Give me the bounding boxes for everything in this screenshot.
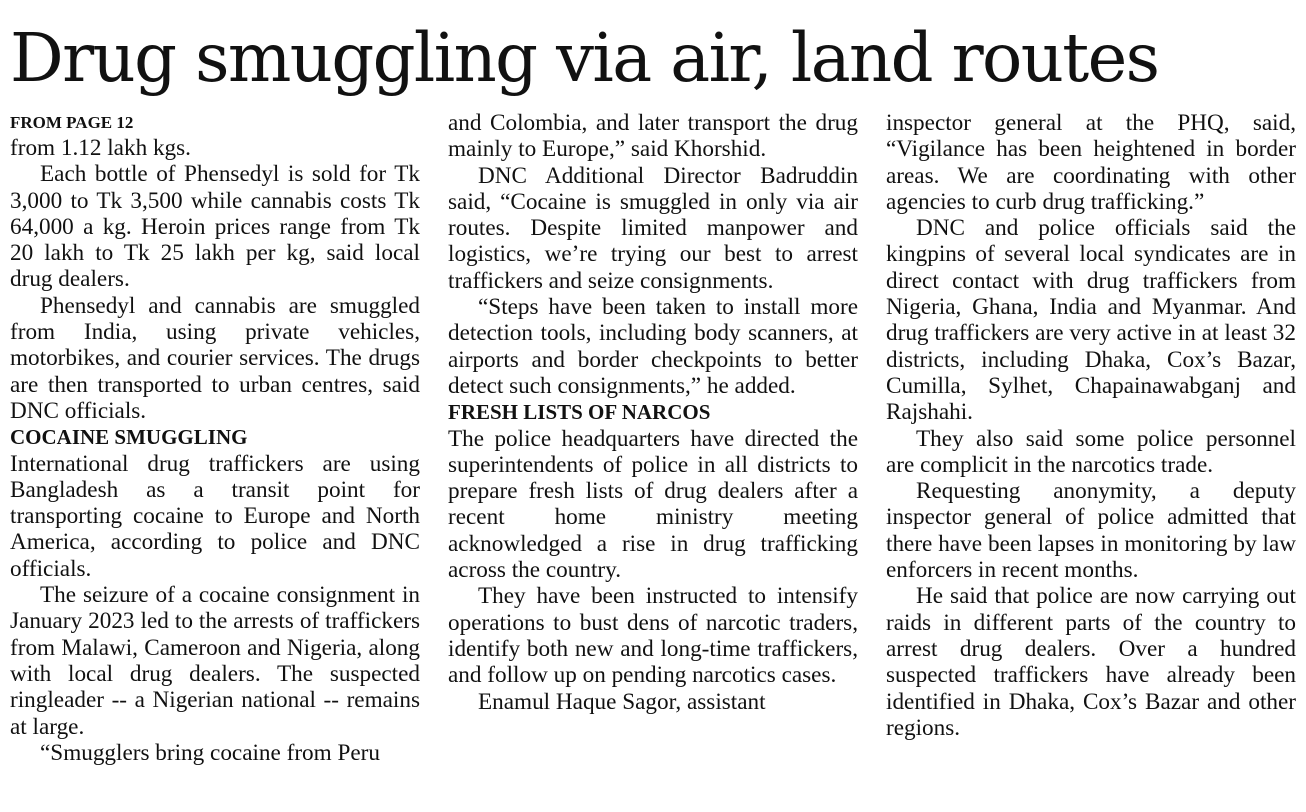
paragraph: “Smugglers bring cocaine from Peru xyxy=(40,739,380,766)
paragraph: The police headquarters have directed the superintendents of police in all districts to prepare fresh lists of drug dealers after a recent home ministry meeting acknowledged a rise in drug trafficking across the country. xyxy=(448,425,858,584)
article-column-3 xyxy=(886,110,1296,741)
paragraph: They have been instructed to intensify operations to bust dens of narcotic traders, identify both new and long-time traffickers, and follow up on pending narcotics cases. xyxy=(448,583,858,689)
paragraph: Requesting anonymity, a deputy inspector general of police admitted that there have been lapses in monitoring by law enforcers in recent months. xyxy=(886,478,1296,584)
paragraph: Phensedyl and cannabis are smuggled from India, using private vehicles, motorbikes, and courier services. The drugs are then transported to urban centres, said DNC officials. xyxy=(10,292,420,424)
paragraph: International drug traffickers are using Bangladesh as a transit point for transporting cocaine to Europe and North America, according to police and DNC officials. xyxy=(10,450,420,582)
paragraph: DNC Additional Director Badruddin said, “Cocaine is smuggled in only via air routes. Despite limited manpower and logistics, we’re trying our best to arrest traffickers and seize consignments. xyxy=(448,162,858,294)
paragraph: The seizure of a cocaine consignment in January 2023 led to the arrests of traffickers from Malawi, Cameroon and Nigeria, along with local drug dealers. The suspected ringleader -- a Nigerian national -- remains at large. xyxy=(10,582,420,740)
paragraph: inspector general at the PHQ, said, “Vigilance has been heightened in border areas. We are coordinating with other agencies to curb drug trafficking.” xyxy=(886,110,1296,215)
article-column-2 xyxy=(448,110,858,715)
subheading-fresh-lists-of-narcos: FRESH LISTS OF NARCOS xyxy=(448,400,711,425)
headline: Drug smuggling via air, land routes xyxy=(10,19,1159,97)
paragraph: and Colombia, and later transport the drug mainly to Europe,” said Khorshid. xyxy=(448,110,858,163)
paragraph: DNC and police officials said the kingpins of several local syndicates are in direct contact with drug traffickers from Nigeria, Ghana, India and Myanmar. And drug traffickers are very active in at least 32 districts, including Dhaka, Cox’s Bazar, Cumilla, Sylhet, Chapainawabganj and Rajshahi. xyxy=(886,215,1296,426)
subheading-cocaine-smuggling: COCAINE SMUGGLING xyxy=(10,425,248,450)
paragraph: Enamul Haque Sagor, assistant xyxy=(478,688,766,715)
paragraph: They also said some police personnel are complicit in the narcotics trade. xyxy=(886,425,1296,478)
article-column-1 xyxy=(10,110,420,766)
paragraph: “Steps have been taken to install more detection tools, including body scanners, at airports and border checkpoints to better detect such consignments,” he added. xyxy=(448,294,858,399)
paragraph: He said that police are now carrying out raids in different parts of the country to arrest drug dealers. Over a hundred suspected traffickers have already been identified in Dhaka, Cox’s Bazar and other regions. xyxy=(886,583,1296,741)
continuation-kicker: FROM PAGE 12 xyxy=(10,113,134,132)
paragraph: from 1.12 lakh kgs. xyxy=(10,135,191,161)
paragraph: Each bottle of Phensedyl is sold for Tk 3,000 to Tk 3,500 while cannabis costs Tk 64,000 a kg. Heroin prices range from Tk 20 lakh to Tk 25 lakh per kg, said local drug dealers. xyxy=(10,161,420,293)
